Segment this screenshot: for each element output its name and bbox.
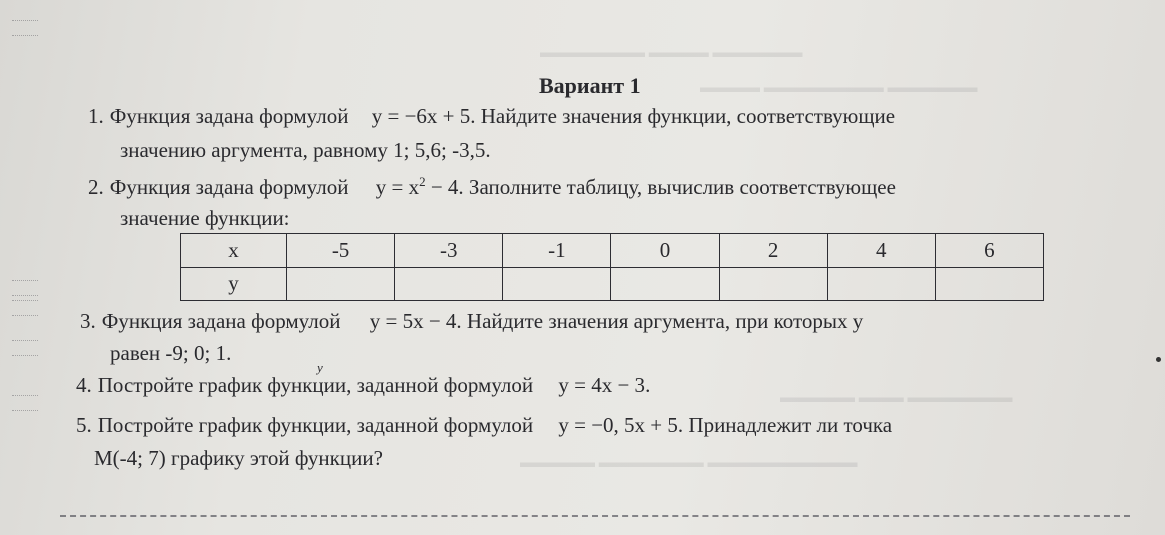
bleed-through-text: ▬▬▬▬▬▬ ▬▬▬▬▬▬▬▬ ▬▬▬▬ <box>700 80 978 96</box>
table-cell <box>827 267 935 301</box>
task-text: . Заполните таблицу, вычислив соответствующее <box>458 175 896 199</box>
table-cell: 4 <box>827 234 935 268</box>
task-number: 3. <box>80 309 96 333</box>
task-text: Постройте график функции, заданной формулой <box>97 413 534 437</box>
table-cell: 2 <box>719 234 827 268</box>
formula-exponent: 2 <box>419 174 426 189</box>
task-text: . Найдите значения аргумента, при которых у <box>456 309 864 333</box>
task-text: Функция задана формулой <box>109 175 349 199</box>
table-cell: -5 <box>287 234 395 268</box>
task-5 <box>76 413 892 438</box>
table-cell <box>611 267 719 301</box>
task-5-line-2: М(-4; 7) графику этой функции? <box>94 446 383 470</box>
task-number: 4. <box>76 373 92 397</box>
bleed-through-text: ▬▬▬▬▬▬ ▬▬▬▬ ▬▬▬▬▬▬▬ <box>540 45 803 61</box>
task-number: 2. <box>88 175 104 199</box>
page-title: Вариант 1 <box>539 73 641 98</box>
formula-tail: − 4 <box>425 175 459 199</box>
formula-base: y = x <box>375 175 420 199</box>
table-cell <box>287 267 395 301</box>
task-number: 5. <box>76 413 92 437</box>
task-3 <box>80 309 863 334</box>
task-1-line-2: значению аргумента, равному 1; 5,6; -3,5. <box>120 138 491 162</box>
table-cell: 0 <box>611 234 719 268</box>
formula: y = 4x − 3 <box>558 373 646 397</box>
table-row-y <box>181 267 1044 301</box>
formula: y = −0, 5x + 5 <box>558 413 678 437</box>
table-cell-label: x <box>181 234 287 268</box>
table-cell <box>935 267 1043 301</box>
table-cell: -3 <box>395 234 503 268</box>
task-text: . Найдите значения функции, соответствующие <box>470 104 896 128</box>
handwritten-mark: у <box>317 360 323 375</box>
formula: y = 5x − 4 <box>369 309 457 333</box>
task-text: Функция задана формулой <box>109 104 349 128</box>
table-cell: -1 <box>503 234 611 268</box>
formula <box>376 175 459 199</box>
task-number: 1. <box>88 104 104 128</box>
task-2-line-2: значение функции: <box>120 206 290 230</box>
ink-dot <box>1156 357 1161 362</box>
task-text: . <box>645 373 651 397</box>
table-cell <box>395 267 503 301</box>
task-text: . Принадлежит ли точка <box>677 413 893 437</box>
task-3-line-2: равен -9; 0; 1. <box>110 341 232 365</box>
table-cell <box>503 267 611 301</box>
task-text: Функция задана формулой <box>101 309 341 333</box>
table-cell: 6 <box>935 234 1043 268</box>
task-1 <box>88 104 895 129</box>
formula: y = −6x + 5 <box>371 104 471 128</box>
task-text: Постройте график функции, заданной формулой <box>97 373 534 397</box>
table-cell-label: y <box>181 267 287 301</box>
table-cell <box>719 267 827 301</box>
task-4 <box>76 373 650 398</box>
task-2 <box>88 174 896 200</box>
values-table <box>180 233 1044 301</box>
bleed-through-text: ▬▬▬▬▬▬▬ ▬▬▬ ▬▬▬▬▬ <box>780 390 1013 406</box>
left-edge-marks <box>12 0 52 535</box>
bleed-through-text: ▬▬▬▬▬▬▬▬▬▬ ▬▬▬▬▬▬▬ ▬▬▬▬▬ <box>520 455 858 471</box>
table-row-x <box>181 234 1044 268</box>
cut-line <box>60 515 1130 517</box>
